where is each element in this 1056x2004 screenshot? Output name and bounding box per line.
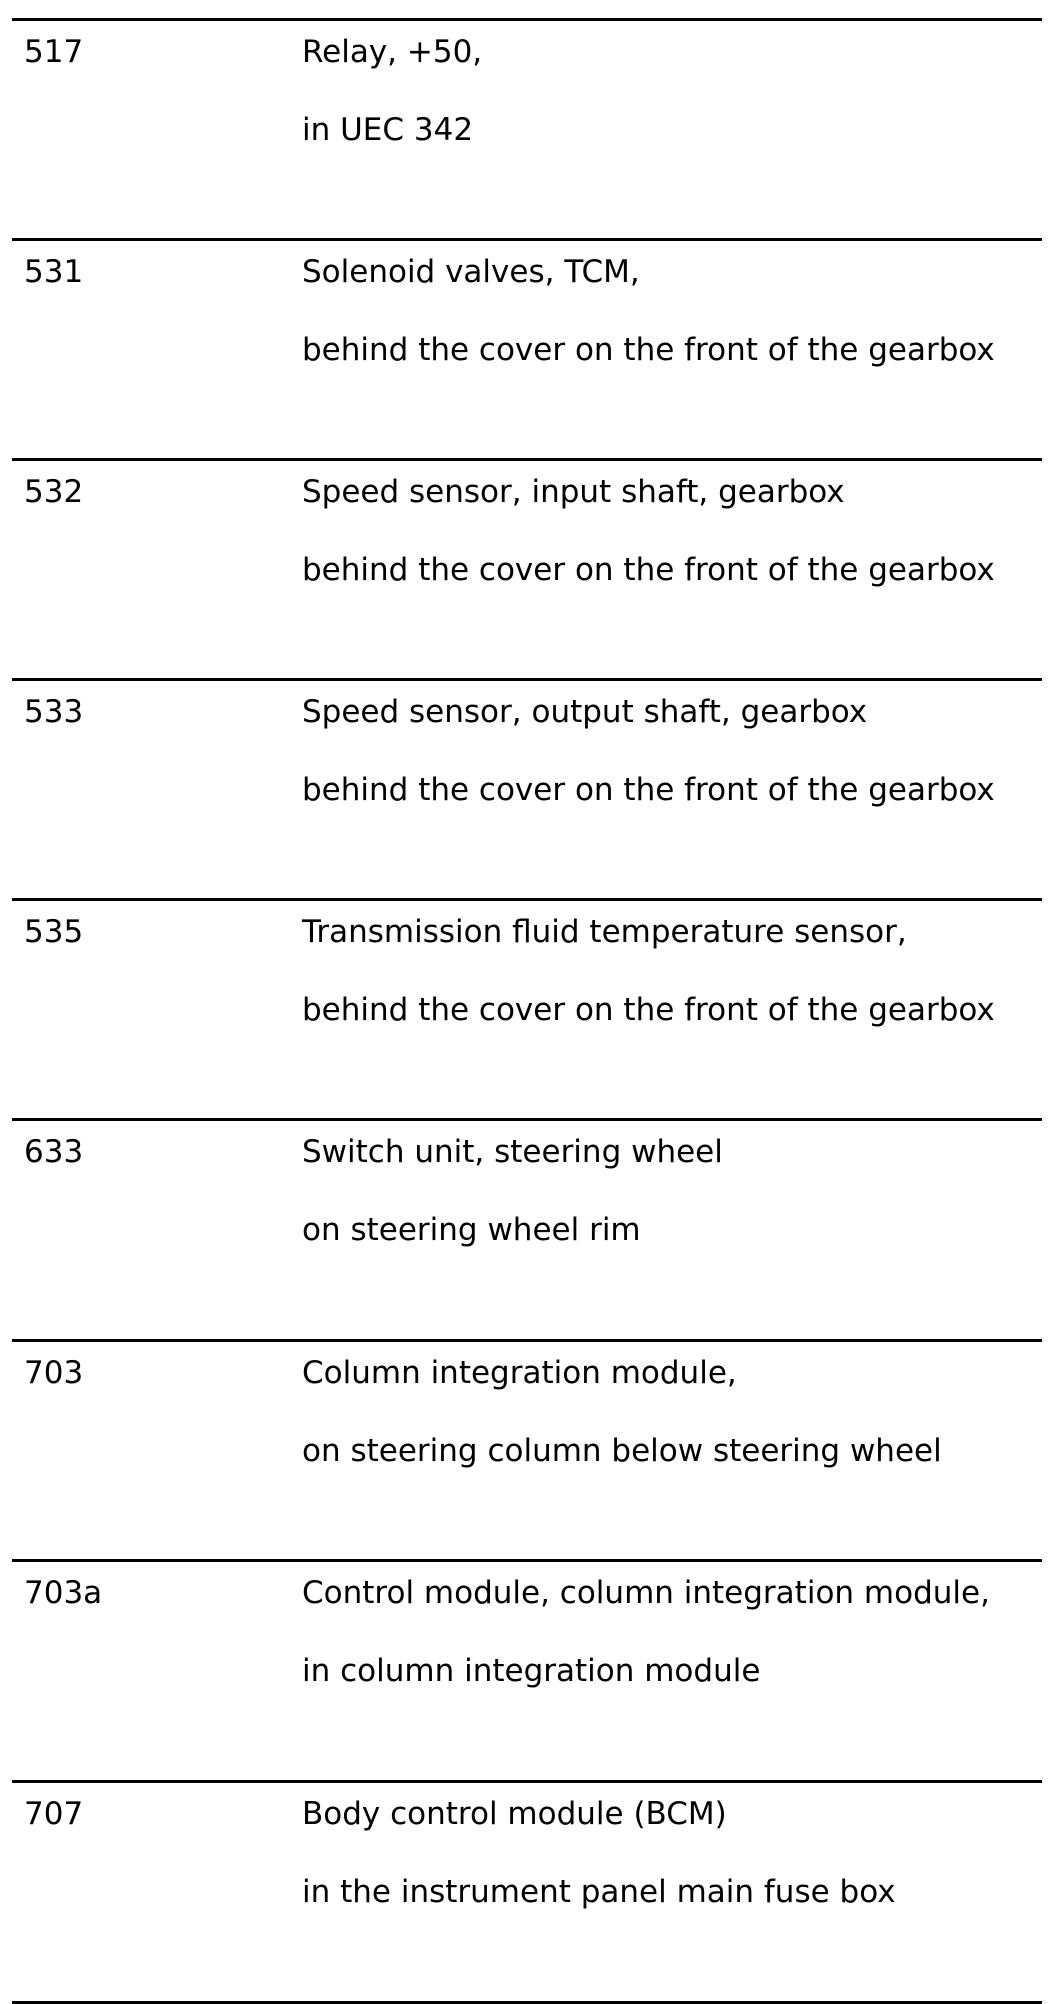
row-divider: [12, 898, 1042, 901]
table-row: [0, 1559, 1056, 1779]
component-code: 532: [24, 474, 84, 510]
component-description: Switch unit, steering wheel: [302, 1134, 723, 1170]
component-description: Column integration module,: [302, 1355, 737, 1391]
table-row: [0, 1339, 1056, 1559]
component-code: 703a: [24, 1575, 103, 1611]
component-description: Solenoid valves, TCM,: [302, 254, 640, 290]
component-location: behind the cover on the front of the gearbox: [302, 552, 995, 588]
component-description: Speed sensor, output shaft, gearbox: [302, 694, 868, 730]
row-divider: [12, 238, 1042, 241]
component-code: 703: [24, 1355, 84, 1391]
table-row: [0, 18, 1056, 238]
component-location: behind the cover on the front of the gearbox: [302, 772, 995, 808]
row-divider: [12, 1339, 1042, 1342]
row-divider: [12, 678, 1042, 681]
table-row: [0, 898, 1056, 1118]
table-row: [0, 238, 1056, 458]
component-description: Relay, +50,: [302, 34, 483, 70]
component-description: Speed sensor, input shaft, gearbox: [302, 474, 845, 510]
component-location: on steering wheel rim: [302, 1212, 641, 1248]
component-location: on steering column below steering wheel: [302, 1433, 942, 1469]
component-location: behind the cover on the front of the gearbox: [302, 992, 995, 1028]
table-row: [0, 458, 1056, 678]
component-code: 531: [24, 254, 84, 290]
component-location: behind the cover on the front of the gearbox: [302, 332, 995, 368]
component-location: in column integration module: [302, 1653, 761, 1689]
row-divider: [12, 1118, 1042, 1121]
row-divider: [12, 1780, 1042, 1783]
component-code: 517: [24, 34, 84, 70]
row-divider: [12, 1559, 1042, 1562]
table-row: [0, 1780, 1056, 2000]
table-row: [0, 678, 1056, 898]
component-description: Body control module (BCM): [302, 1796, 727, 1832]
table-row: [0, 1118, 1056, 1338]
row-divider: [12, 18, 1042, 21]
component-location: in UEC 342: [302, 112, 474, 148]
component-location: in the instrument panel main fuse box: [302, 1874, 896, 1910]
component-code: 533: [24, 694, 84, 730]
component-code: 707: [24, 1796, 84, 1832]
component-code: 633: [24, 1134, 84, 1170]
row-divider: [12, 458, 1042, 461]
component-description: Control module, column integration module,: [302, 1575, 990, 1611]
component-description: Transmission fluid temperature sensor,: [302, 914, 907, 950]
component-code: 535: [24, 914, 84, 950]
